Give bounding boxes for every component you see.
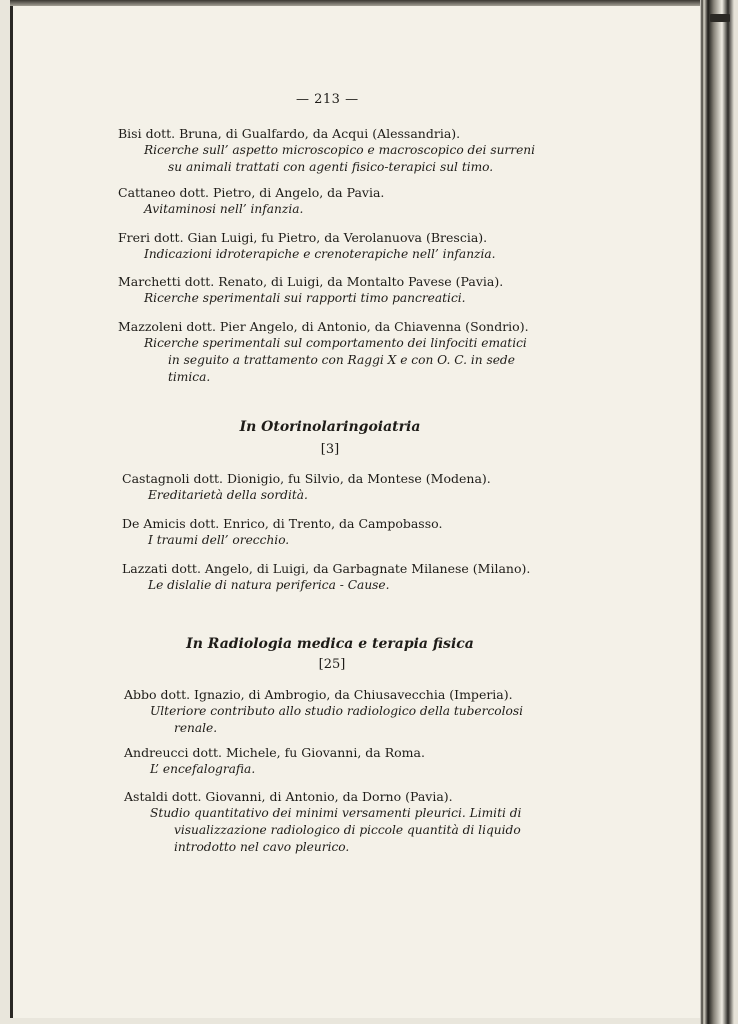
entry-thesis-title: Le dislalie di natura periferica - Cause.: [148, 578, 390, 592]
entry-author: Astaldi dott. Giovanni, di Antonio, da Dorno (Pavia).: [124, 789, 453, 804]
entry-author: Castagnoli dott. Dionigio, fu Silvio, da Montese (Modena).: [122, 471, 491, 486]
section-count: [25]: [318, 657, 346, 672]
entry-thesis-title: Avitaminosi nell’ infanzia.: [144, 202, 304, 216]
entry-author: De Amicis dott. Enrico, di Trento, da Campobasso.: [122, 516, 443, 531]
list-item: [124, 686, 564, 737]
entry-author: Lazzati dott. Angelo, di Luigi, da Garbagnate Milanese (Milano).: [122, 561, 531, 576]
page-number: — 213 —: [296, 92, 359, 107]
list-item: [122, 560, 562, 594]
list-item: [118, 125, 558, 176]
list-item: [118, 229, 558, 263]
list-item: [118, 318, 558, 386]
list-item: [124, 744, 564, 778]
entry-thesis-title: I traumi dell’ orecchio.: [148, 533, 290, 547]
entry-thesis-title: Ulteriore contributo allo studio radiologico della tubercolosi renale.: [150, 704, 524, 735]
list-item: [124, 788, 564, 856]
list-item: [122, 515, 562, 549]
entry-thesis-title: Ricerche sperimentali sul comportamento dei linfociti ematici in seguito a trattamento con Raggi X e con O. C. in sede timica.: [144, 336, 527, 384]
entry-author: Mazzoleni dott. Pier Angelo, di Antonio, da Chiavenna (Sondrio).: [118, 319, 529, 334]
list-item: [118, 184, 558, 218]
section-count: [3]: [320, 442, 340, 457]
spine-tab: [710, 14, 730, 22]
entry-thesis-title: Ricerche sull’ aspetto microscopico e macroscopico dei surreni su animali trattati con agenti fisico-terapici sul timo.: [144, 143, 536, 174]
entry-author: Freri dott. Gian Luigi, fu Pietro, da Verolanuova (Brescia).: [118, 230, 488, 245]
entry-author: Abbo dott. Ignazio, di Ambrogio, da Chiusavecchia (Imperia).: [124, 687, 513, 702]
list-item: [118, 273, 558, 307]
entry-thesis-title: Studio quantitativo dei minimi versamenti pleurici. Limiti di visualizzazione radiologico di piccole quantità di liquido introdotto nel cavo pleurico.: [150, 806, 522, 854]
entry-author: Marchetti dott. Renato, di Luigi, da Montalto Pavese (Pavia).: [118, 274, 504, 289]
entry-thesis-title: Ereditarietà della sordità.: [148, 488, 308, 502]
entry-author: Andreucci dott. Michele, fu Giovanni, da Roma.: [124, 745, 425, 760]
entry-thesis-title: Ricerche sperimentali sui rapporti timo pancreatici.: [144, 291, 466, 305]
entry-author: Cattaneo dott. Pietro, di Angelo, da Pavia.: [118, 185, 385, 200]
list-item: [122, 470, 562, 504]
entry-thesis-title: Indicazioni idroterapiche e crenoterapiche nell’ infanzia.: [144, 247, 496, 261]
entry-author: Bisi dott. Bruna, di Gualfardo, da Acqui (Alessandria).: [118, 126, 461, 141]
section-heading: In Otorinolaringoiatria: [239, 419, 421, 435]
book-spine: [700, 0, 738, 1024]
section-heading: In Radiologia medica e terapia fisica: [186, 636, 474, 652]
entry-thesis-title: L’ encefalografia.: [150, 762, 256, 776]
